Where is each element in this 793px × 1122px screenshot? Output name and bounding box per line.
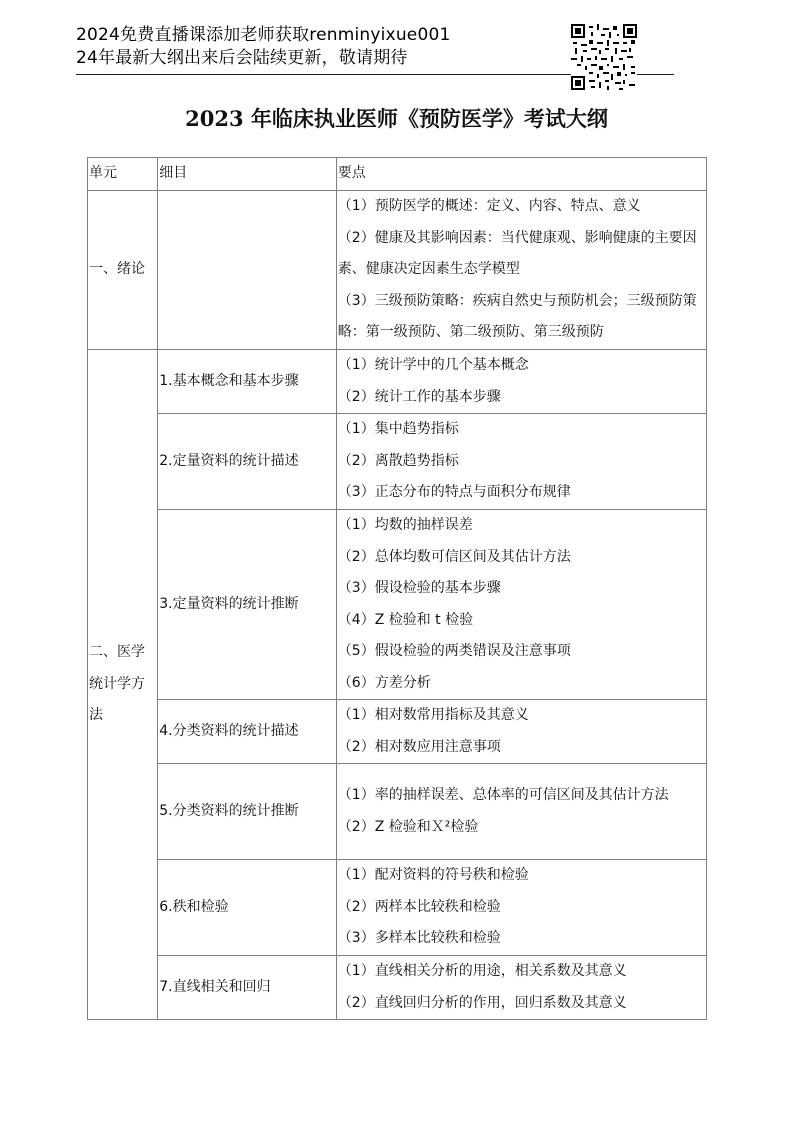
point-text: （2）总体均数可信区间及其估计方法 xyxy=(337,548,571,565)
point-text: （1）配对资料的符号秩和检验 xyxy=(337,867,529,884)
item-name: 5.分类资料的统计推断 xyxy=(158,764,337,860)
points-cell xyxy=(336,191,706,350)
item-name: 1.基本概念和基本步骤 xyxy=(158,350,337,414)
header-notice-line: 24年最新大纲出来后会陆续更新，敬请期待 xyxy=(76,48,408,68)
column-header-points: 要点 xyxy=(336,158,706,191)
point-text: （2）直线回归分析的作用，回归系数及其意义 xyxy=(337,994,627,1011)
point-text: （5）假设检验的两类错误及注意事项 xyxy=(337,643,571,659)
table-row xyxy=(88,510,707,700)
item-name xyxy=(158,191,337,350)
points-cell xyxy=(336,414,706,510)
point-text: （1）率的抽样误差、总体率的可信区间及其估计方法 xyxy=(337,787,669,803)
point-text: （6）方差分析 xyxy=(337,674,431,691)
point-text: （1）相对数常用指标及其意义 xyxy=(337,707,529,723)
point-text: （2）Z 检验和Ｘ²检验 xyxy=(337,818,479,835)
point-text: （2）健康及其影响因素：当代健康观、影响健康的主要因素、健康决定因素生态学模型 xyxy=(337,229,697,278)
syllabus-table xyxy=(87,157,707,1020)
table-row xyxy=(88,764,707,860)
column-header-item: 细目 xyxy=(158,158,337,191)
points-cell xyxy=(336,700,706,764)
unit-name: 二、医学统计学方法 xyxy=(88,350,158,1020)
item-name: 3.定量资料的统计推断 xyxy=(158,510,337,700)
point-text: （3）三级预防策略：疾病自然史与预防机会；三级预防策略：第一级预防、第二级预防、第三级预防 xyxy=(337,292,697,341)
point-text: （2）统计工作的基本步骤 xyxy=(337,388,501,405)
point-text: （2）两样本比较秩和检验 xyxy=(337,898,501,915)
point-text: （3）正态分布的特点与面积分布规律 xyxy=(337,484,571,501)
point-text: （1）均数的抽样误差 xyxy=(337,517,473,533)
point-text: （3）假设检验的基本步骤 xyxy=(337,580,501,596)
point-text: （1）预防医学的概述：定义、内容、特点、意义 xyxy=(337,198,641,215)
point-text: （2）离散趋势指标 xyxy=(337,452,459,469)
unit-name: 一、绪论 xyxy=(88,191,158,350)
points-cell xyxy=(336,956,706,1020)
table-row xyxy=(88,414,707,510)
point-text: （1）集中趋势指标 xyxy=(337,421,459,438)
table-row xyxy=(88,191,707,350)
points-cell xyxy=(336,860,706,956)
item-name: 7.直线相关和回归 xyxy=(158,956,337,1020)
points-cell xyxy=(336,510,706,700)
item-name: 6.秩和检验 xyxy=(158,860,337,956)
point-text: （1）直线相关分析的用途，相关系数及其意义 xyxy=(337,963,627,979)
table-row xyxy=(88,700,707,764)
table-row xyxy=(88,860,707,956)
header-promo-line: 2024免费直播课添加老师获取renminyixue001 xyxy=(76,25,451,45)
table-row xyxy=(88,350,707,414)
qr-code-icon xyxy=(571,24,637,90)
item-name: 2.定量资料的统计描述 xyxy=(158,414,337,510)
point-text: （4）Z 检验和 t 检验 xyxy=(337,611,474,628)
point-text: （1）统计学中的几个基本概念 xyxy=(337,357,529,373)
item-name: 4.分类资料的统计描述 xyxy=(158,700,337,764)
table-row xyxy=(88,956,707,1020)
points-cell xyxy=(336,350,706,414)
page-header xyxy=(76,22,674,75)
point-text: （2）相对数应用注意事项 xyxy=(337,738,501,755)
document-title: 2023 年临床执业医师《预防医学》考试大纲 xyxy=(185,106,608,131)
column-header-unit: 单元 xyxy=(88,158,158,191)
point-text: （3）多样本比较秩和检验 xyxy=(337,930,501,947)
table-header-row xyxy=(88,158,707,191)
points-cell xyxy=(336,764,706,860)
